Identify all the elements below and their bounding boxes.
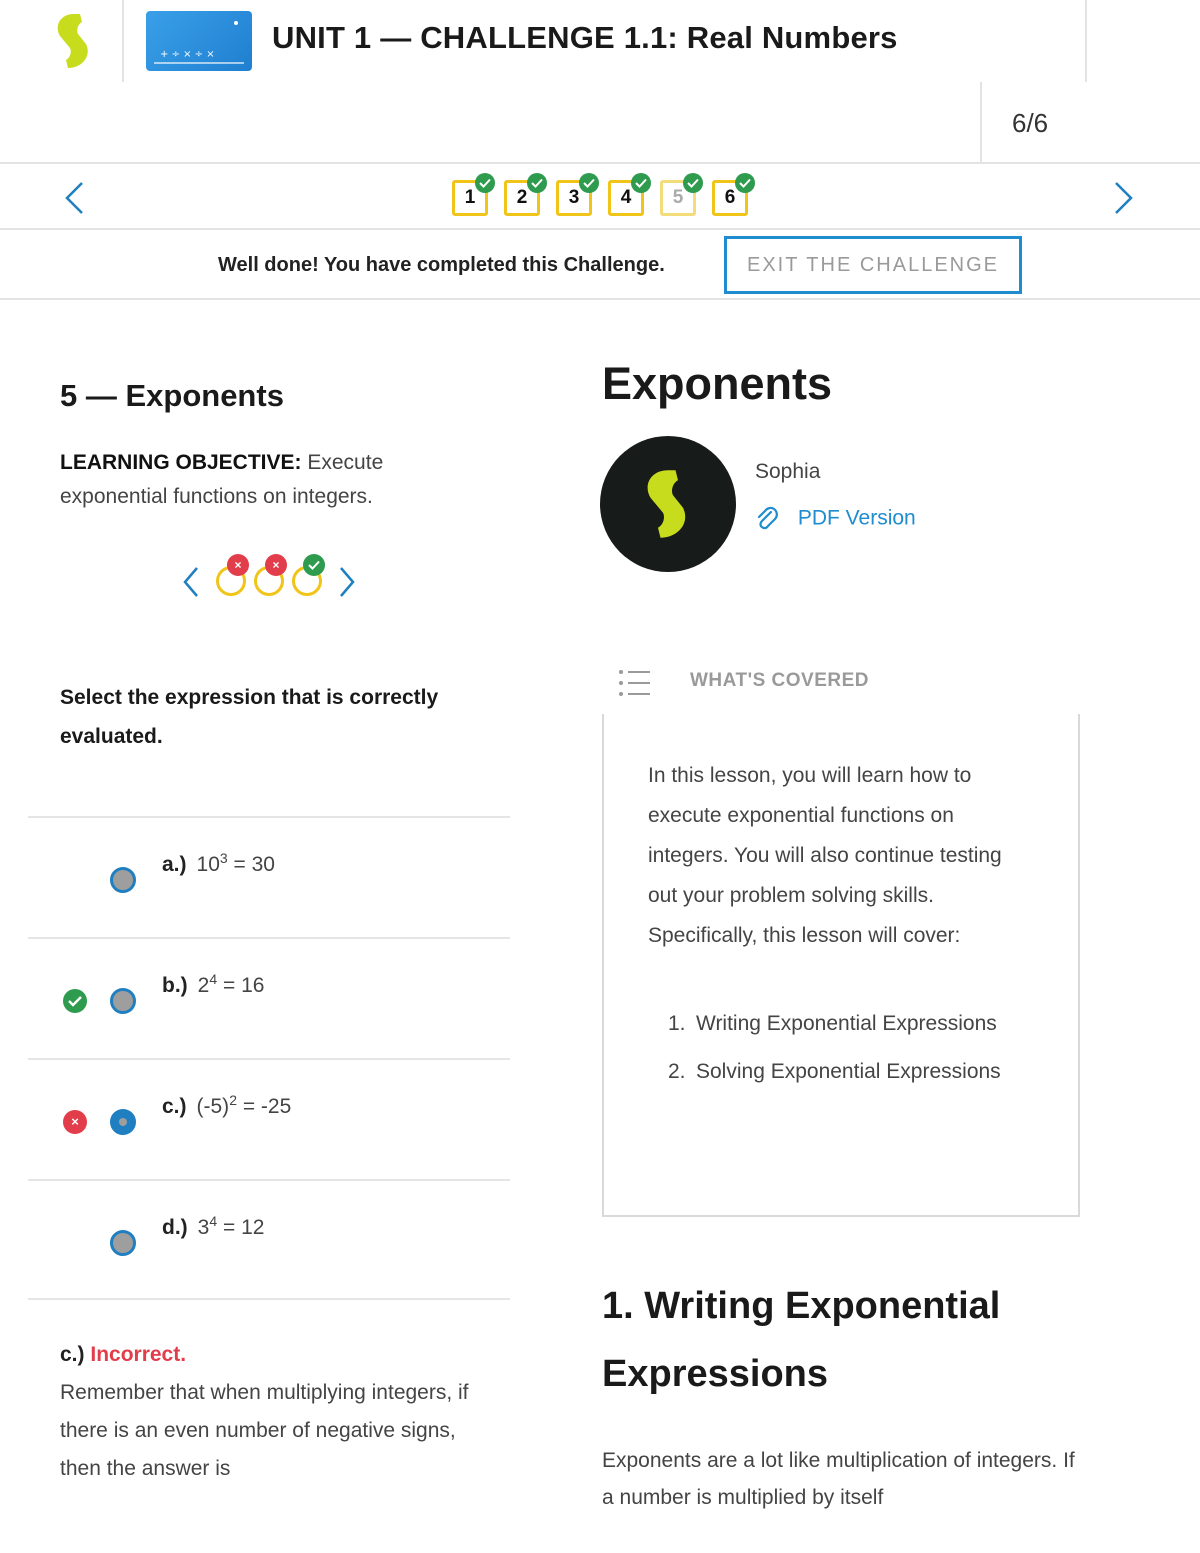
exit-challenge-button[interactable]: EXIT THE CHALLENGE bbox=[724, 236, 1022, 294]
answer-letter: a.) bbox=[162, 853, 187, 876]
checkmark-icon bbox=[683, 173, 703, 193]
paperclip-icon bbox=[754, 506, 780, 532]
top-header bbox=[0, 0, 1200, 82]
answer-text bbox=[162, 1213, 264, 1240]
objective-label: LEARNING OBJECTIVE: bbox=[60, 451, 302, 474]
answer-base: (-5) bbox=[196, 1095, 230, 1118]
question-tab-5[interactable] bbox=[660, 180, 696, 216]
question-tab-6[interactable] bbox=[712, 180, 748, 216]
answer-exponent: 4 bbox=[209, 971, 218, 987]
attempt-correct-icon bbox=[303, 554, 325, 576]
sophia-avatar-icon bbox=[638, 466, 698, 542]
course-thumbnail bbox=[146, 11, 252, 71]
answer-radio[interactable] bbox=[110, 1230, 136, 1256]
answer-result: = 30 bbox=[227, 853, 275, 876]
sophia-logo-icon bbox=[50, 12, 98, 70]
question-tab-label: 6 bbox=[724, 187, 736, 208]
answer-radio[interactable] bbox=[110, 988, 136, 1014]
lesson-title: Exponents bbox=[602, 358, 833, 409]
pdf-version-link[interactable] bbox=[754, 506, 916, 532]
answer-option[interactable] bbox=[28, 816, 510, 937]
question-tab-label: 2 bbox=[516, 187, 528, 208]
answer-base: 10 bbox=[196, 853, 220, 876]
checkmark-icon bbox=[527, 173, 547, 193]
question-navigation bbox=[0, 164, 1200, 230]
answer-radio[interactable] bbox=[110, 1109, 136, 1135]
incorrect-x-icon: × bbox=[63, 1110, 87, 1134]
covered-item-number: 1. bbox=[668, 1012, 686, 1035]
answer-option[interactable] bbox=[28, 1058, 510, 1179]
question-tab-label: 5 bbox=[672, 187, 684, 208]
question-tab-2[interactable] bbox=[504, 180, 540, 216]
svg-text:+ ÷ × ÷ ×: + ÷ × ÷ × bbox=[160, 49, 215, 60]
correct-check-icon bbox=[63, 989, 87, 1013]
covered-list-item bbox=[668, 1052, 1008, 1092]
learning-objective bbox=[60, 446, 480, 514]
whats-covered-intro: In this lesson, you will learn how to execute exponential functions on integers. You will also continue testing out your problem solving skills. Specifically, this lesson will cover: bbox=[648, 764, 1002, 947]
answer-text bbox=[162, 850, 275, 877]
feedback-letter: c.) bbox=[60, 1343, 85, 1366]
answer-letter: c.) bbox=[162, 1095, 187, 1118]
question-prompt: Select the expression that is correctly evaluated. bbox=[60, 686, 439, 748]
list-icon bbox=[618, 669, 652, 697]
pdf-link-text: PDF Version bbox=[797, 506, 916, 530]
feedback-text: Remember that when multiplying integers, if there is an even number of negative signs, then the answer is bbox=[60, 1381, 469, 1480]
previous-arrow-icon[interactable] bbox=[60, 180, 90, 216]
attempt-history bbox=[180, 552, 360, 602]
question-tab-1[interactable] bbox=[452, 180, 488, 216]
answer-result: = 12 bbox=[217, 1216, 265, 1239]
answer-option[interactable] bbox=[28, 937, 510, 1058]
checkmark-icon bbox=[735, 173, 755, 193]
covered-item-text: Writing Exponential Expressions bbox=[696, 1012, 997, 1035]
question-tab-label: 4 bbox=[620, 187, 632, 208]
answer-result: = 16 bbox=[217, 974, 265, 997]
answer-radio[interactable] bbox=[110, 867, 136, 893]
answer-feedback bbox=[60, 1336, 500, 1488]
question-tab-label: 1 bbox=[464, 187, 476, 208]
answer-exponent: 4 bbox=[209, 1213, 218, 1229]
answer-letter: b.) bbox=[162, 974, 188, 997]
progress-counter bbox=[980, 82, 1200, 164]
attempt-incorrect-icon: × bbox=[227, 554, 249, 576]
answer-exponent: 3 bbox=[219, 850, 228, 866]
answer-base: 3 bbox=[197, 1216, 210, 1239]
question-tab-label: 3 bbox=[568, 187, 580, 208]
question-tab-4[interactable] bbox=[608, 180, 644, 216]
answer-option[interactable] bbox=[28, 1179, 510, 1300]
progress-counter-text: 6/6 bbox=[1012, 108, 1049, 138]
covered-list-item bbox=[668, 1004, 1008, 1044]
answer-result: = -25 bbox=[236, 1095, 292, 1118]
completion-message: Well done! You have completed this Challenge. bbox=[218, 254, 665, 276]
question-heading: 5 — Exponents bbox=[60, 378, 284, 413]
next-attempt-arrow-icon[interactable] bbox=[336, 566, 358, 598]
whats-covered-list bbox=[668, 1004, 1008, 1100]
answer-text bbox=[162, 1092, 291, 1119]
whats-covered-header bbox=[618, 666, 1078, 700]
covered-item-number: 2. bbox=[668, 1060, 686, 1083]
question-tab-3[interactable] bbox=[556, 180, 592, 216]
objective-text: Execute exponential functions on integers. bbox=[60, 451, 384, 508]
covered-item-text: Solving Exponential Expressions bbox=[696, 1060, 1001, 1083]
author-name: Sophia bbox=[755, 460, 821, 483]
answer-text bbox=[162, 971, 264, 998]
page-title: UNIT 1 — CHALLENGE 1.1: Real Numbers bbox=[272, 20, 898, 55]
progress-row bbox=[0, 82, 1200, 164]
section-1-text: Exponents are a lot like multiplication of integers. If a number is multiplied by itself bbox=[602, 1449, 1075, 1509]
previous-attempt-arrow-icon[interactable] bbox=[180, 566, 202, 598]
answer-letter: d.) bbox=[162, 1216, 188, 1239]
whats-covered-box bbox=[602, 714, 1080, 1217]
answer-options bbox=[28, 816, 510, 1300]
sophia-logo[interactable] bbox=[0, 0, 124, 82]
completion-banner bbox=[0, 232, 1200, 300]
feedback-status: Incorrect. bbox=[90, 1343, 187, 1366]
section-1-heading: 1. Writing Exponential Expressions bbox=[602, 1285, 1001, 1395]
next-arrow-icon[interactable] bbox=[1108, 180, 1138, 216]
answer-exponent: 2 bbox=[229, 1092, 237, 1108]
attempt-incorrect-icon: × bbox=[265, 554, 287, 576]
author-avatar bbox=[600, 436, 736, 572]
answer-base: 2 bbox=[197, 974, 210, 997]
whats-covered-title: WHAT'S COVERED bbox=[690, 670, 870, 691]
checkmark-icon bbox=[579, 173, 599, 193]
checkmark-icon bbox=[631, 173, 651, 193]
checkmark-icon bbox=[475, 173, 495, 193]
